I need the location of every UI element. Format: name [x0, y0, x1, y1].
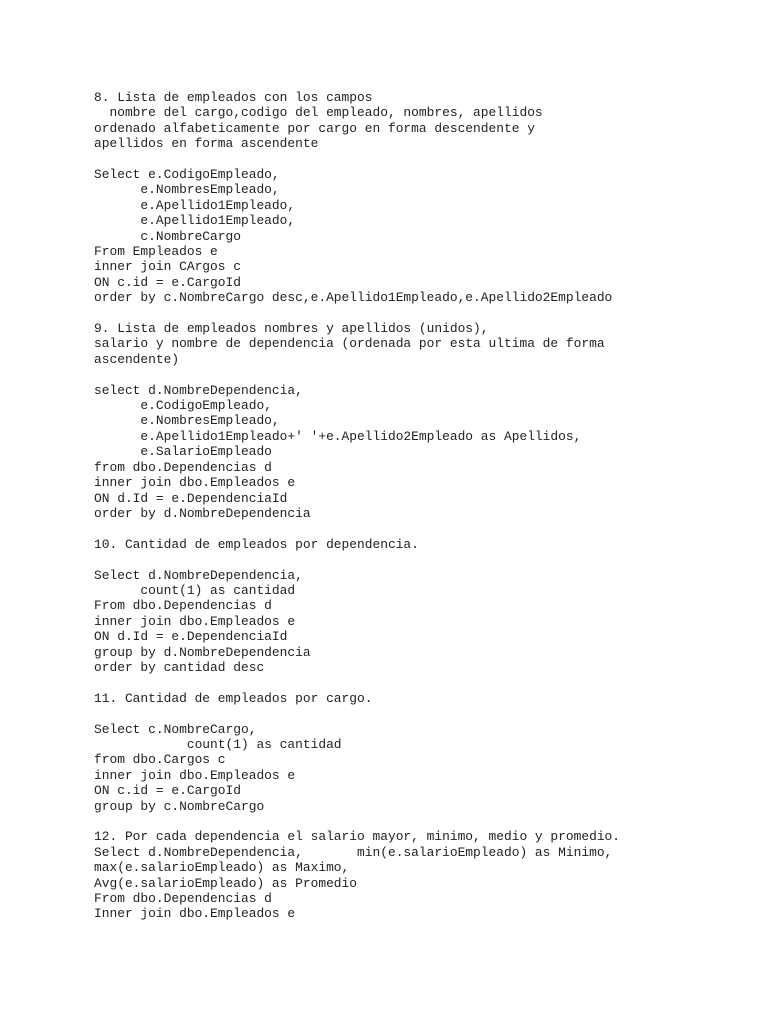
question-8-query: Select e.CodigoEmpleado, e.NombresEmpleado, e.Apellido1Empleado, e.Apellido1Empleado, c.NombreCargo From Empleados e inner join CArgos c ON c.id = e.CargoId order by c.NombreCargo desc,e.Apellido1Empleado,e.Apellido2Empleado — [94, 167, 613, 306]
question-9-query: select d.NombreDependencia, e.CodigoEmpleado, e.NombresEmpleado, e.Apellido1Empleado+' '+e.Apellido2Empleado as Apellidos, e.SalarioEmpleado from dbo.Dependencias d inner join dbo.Empleados e ON d.Id = e.DependenciaId order by d.NombreDependencia — [94, 382, 582, 521]
question-12-query: Select d.NombreDependencia, min(e.salarioEmpleado) as Minimo, max(e.salarioEmpleado) as Maximo, Avg(e.salarioEmpleado) as Promedio From dbo.Dependencias d Inner join dbo.Empleados e — [94, 844, 613, 922]
question-11-heading: 11. Cantidad de empleados por cargo. — [94, 690, 373, 706]
spacer — [94, 706, 754, 721]
spacer — [94, 675, 754, 690]
document-page — [94, 90, 754, 922]
question-10-heading: 10. Cantidad de empleados por dependencia. — [94, 536, 419, 552]
question-10-query: Select d.NombreDependencia, count(1) as cantidad From dbo.Dependencias d inner join dbo.Empleados e ON d.Id = e.DependenciaId group by d.NombreDependencia order by cantidad desc — [94, 567, 311, 675]
spacer — [94, 152, 754, 167]
question-11-query: Select c.NombreCargo, count(1) as cantidad from dbo.Cargos c inner join dbo.Empleados e ON c.id = e.CargoId group by c.NombreCargo — [94, 721, 342, 814]
question-9-heading: 9. Lista de empleados nombres y apellidos (unidos), salario y nombre de dependencia (ordenada por esta ultima de forma ascendente) — [94, 321, 605, 367]
spacer — [94, 552, 754, 567]
question-8-heading: 8. Lista de empleados con los campos nombre del cargo,codigo del empleado, nombres, apellidos ordenado alfabeticamente por cargo en forma descendente y apellidos en forma ascendente — [94, 90, 543, 152]
question-12-heading: 12. Por cada dependencia el salario mayor, minimo, medio y promedio. — [94, 829, 621, 845]
spacer — [94, 814, 754, 829]
spacer — [94, 306, 754, 321]
spacer — [94, 521, 754, 536]
spacer — [94, 367, 754, 382]
